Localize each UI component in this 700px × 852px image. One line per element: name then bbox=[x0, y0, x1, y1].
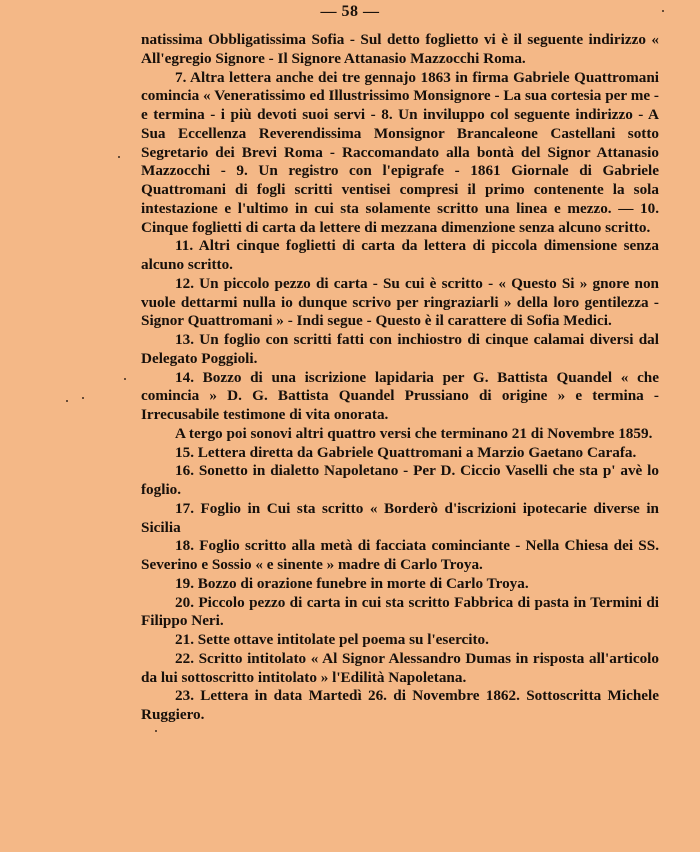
body-text bbox=[141, 31, 659, 725]
paragraph-item-23: 23. Lettera in data Martedì 26. di Novembre 1862. Sottoscritta Michele Ruggiero. bbox=[141, 687, 659, 723]
paragraph-a-tergo: A tergo poi sonovi altri quattro versi che terminano 21 di Novembre 1859. bbox=[175, 424, 653, 442]
print-speck bbox=[118, 156, 120, 158]
paragraph-item-13: 13. Un foglio con scritti fatti con inchiostro di cinque calamai diversi dal Delegato Poggioli. bbox=[141, 331, 659, 367]
paragraph-item-16: 16. Sonetto in dialetto Napoletano - Per D. Ciccio Vaselli che sta p' avè lo foglio. bbox=[141, 462, 659, 498]
paragraph-item-17: 17. Foglio in Cui sta scritto « Borderò d'iscrizioni ipotecarie diverse in Sicilia bbox=[141, 499, 659, 536]
paragraph-item-14: 14. Bozzo di una iscrizione lapidaria per G. Battista Quandel « che comincia » D. G. Battista Quandel Prussiano di origine » e termina - Irrecusabile testimone di vita onorata. bbox=[141, 368, 659, 423]
paragraph-item-7: 7. Altra lettera anche dei tre gennajo 1863 in firma Gabriele Quattromani comincia « Veneratissimo ed Illustrissimo Monsignore - La sua cortesia per me - e termina - i più devoti suoi servi - 8. Un inviluppo col seguente indirizzo - A Sua Eccellenza Reverendissima Monsignor Brancaleone Castellani sotto Segretario dei Brevi Roma - Raccomandato alla bontà del Signor Attanasio Mazzocchi - 9. Un registro con l'epigrafe - 1861 Giornale di Gabriele Quattromani di fogli scritti ventisei compresi il primo contenente la sola intestazione e l'ultimo in cui sta solamente scritto una linea e mezzo. — 10. Cinque foglietti di carta da lettere di mezzana dimenzione senza alcuno scritto. bbox=[141, 68, 659, 236]
paragraph-item-15: 15. Lettera diretta da Gabriele Quattromani a Marzio Gaetano Carafa. bbox=[175, 443, 637, 461]
page-number: — 58 — bbox=[320, 3, 380, 20]
paragraph-item-18: 18. Foglio scritto alla metà di facciata cominciante - Nella Chiesa dei SS. Severino e Sossio « e sinente » madre di Carlo Troya. bbox=[141, 537, 659, 573]
paragraph-item-20: 20. Piccolo pezzo di carta in cui sta scritto Fabbrica di pasta in Termini di Filippo Neri. bbox=[141, 593, 659, 630]
print-speck bbox=[155, 730, 157, 732]
print-speck bbox=[124, 378, 126, 380]
paragraph-item-22: 22. Scritto intitolato « Al Signor Alessandro Dumas in risposta all'articolo da lui sottoscritto intitolato » l'Edilità Napoletana. bbox=[141, 649, 659, 686]
paragraph-item-12: 12. Un piccolo pezzo di carta - Su cui è scritto - « Questo Si » gnore non vuole dettarmi nulla io dunque scrivo per ringraziarli » della loro gentilezza - Signor Quattromani » - Indi segue - Questo è il carattere di Sofia Medici. bbox=[141, 274, 659, 330]
paragraph-item-19: 19. Bozzo di orazione funebre in morte di Carlo Troya. bbox=[175, 574, 529, 592]
paragraph-item-11: 11. Altri cinque foglietti di carta da lettera di piccola dimensione senza alcuno scritto. bbox=[141, 237, 659, 273]
print-speck bbox=[66, 400, 68, 402]
print-speck bbox=[662, 10, 664, 12]
print-speck bbox=[82, 397, 84, 399]
paragraph-item-21: 21. Sette ottave intitolate pel poema su l'esercito. bbox=[175, 631, 489, 648]
paragraph-continuation: natissima Obbligatissima Sofia - Sul detto foglietto vi è il seguente indirizzo « All'egregio Signore - Il Signore Attanasio Mazzocchi Roma. bbox=[141, 31, 659, 67]
